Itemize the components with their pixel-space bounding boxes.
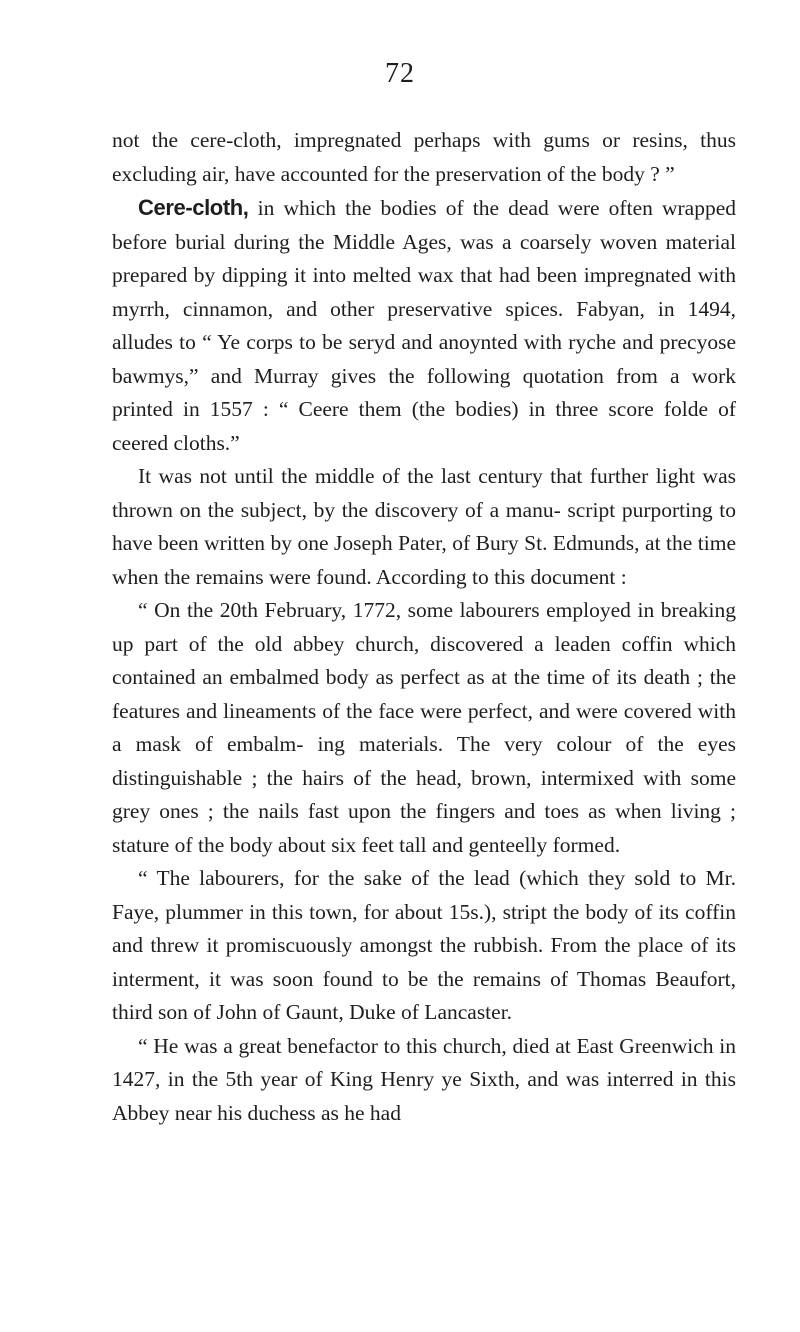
paragraph-manuscript: It was not until the middle of the last century that further light was thrown on the subject, by the discovery of a manu- script purporting to have been written by one Joseph Pater, of Bury St. Edmunds, at the time when the remains were found. According to this document : [112, 464, 736, 589]
paragraph-quote-benefactor: “ He was a great benefactor to this church, died at East Greenwich in 1427, in the 5th year of King Henry ye Sixth, and was interred in this Abbey near his duchess as he had [112, 1033, 736, 1125]
paragraph-continuation: not the cere-cloth, impregnated perhaps with gums or resins, thus excluding air, have accounted for the preservation of the body ? ” [112, 128, 736, 186]
paragraph-quote-discovery: “ On the 20th February, 1772, some labourers employed in breaking up part of the old abbey church, discovered a leaden coffin which contained an embalmed body as perfect as at the time of its death ; the features and lineaments of the face were perfect, and were covered with a mask of embalm- ing materials. The very colour of the eyes distinguishable ; the hairs of the head, brown, intermixed with some grey ones ; the nails fast upon the fingers and toes as when living ; stature of the body about six feet tall and genteelly formed. [112, 598, 736, 857]
page-number: 72 [385, 58, 415, 89]
paragraph-cere-cloth [112, 191, 736, 460]
headword-cere-cloth: Cere-cloth, [138, 195, 249, 220]
paragraph-quote-labourers: “ The labourers, for the sake of the lead (which they sold to Mr. Faye, plummer in this town, for about 15s.), stript the body of its coffin and threw it promiscuously amongst the rubbish. From the place of its interment, it was soon found to be the remains of Thomas Beaufort, third son of John of Gaunt, Duke of Lancaster. [112, 866, 736, 1024]
paragraph-cere-cloth-text: in which the bodies of the dead were often wrapped before burial during the Middle Ages, was a coarsely woven material prepared by dipping it into melted wax that had been impregnated with myrrh, cinnamon, and other preservative spices. Fabyan, in 1494, alludes to “ Ye corps to be seryd and anoynted with ryche and precyose bawmys,” and Murray gives the following quotation from a work printed in 1557 : “ Ceere them (the bodies) in three score folde of ceered cloths.” [112, 196, 736, 455]
body-text [112, 124, 736, 1130]
